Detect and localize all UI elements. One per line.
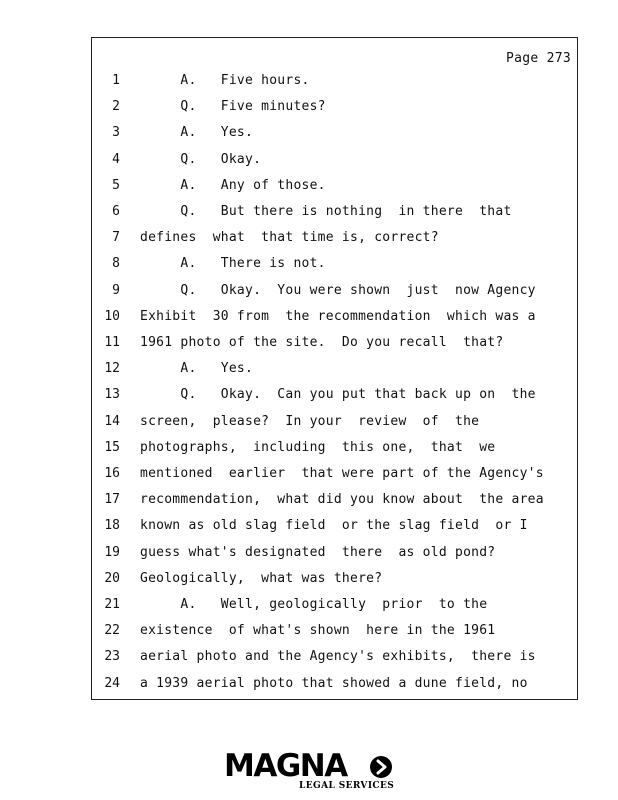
transcript-line	[92, 333, 577, 353]
logo-wordmark: MAGNA	[224, 748, 347, 784]
line-text: A. Five hours.	[140, 73, 310, 88]
transcript-line	[92, 438, 577, 458]
line-number: 20	[104, 570, 120, 586]
line-text: A. Well, geologically prior to the	[140, 597, 488, 612]
transcript-line	[92, 228, 577, 248]
line-text: screen, please? In your review of the	[140, 413, 480, 429]
line-text: defines what that time is, correct?	[140, 230, 439, 246]
transcript-line	[92, 543, 577, 563]
line-text: 1961 photo of the site. Do you recall that?	[140, 335, 504, 350]
line-number: 12	[104, 361, 120, 377]
line-text: Exhibit 30 from the recommendation which was a	[140, 308, 536, 324]
line-number: 1	[112, 73, 120, 88]
line-text: known as old slag field or the slag field or I	[140, 518, 528, 534]
transcript-line	[92, 516, 577, 536]
line-text: aerial photo and the Agency's exhibits, there is	[140, 649, 536, 665]
transcript-line	[92, 490, 577, 510]
transcript-line	[92, 647, 577, 667]
line-number: 22	[104, 623, 120, 639]
transcript-line	[92, 202, 577, 222]
line-number: 16	[104, 466, 120, 481]
transcript-line	[92, 385, 577, 405]
line-number: 4	[112, 151, 120, 167]
line-text: mentioned earlier that were part of the Agency's	[140, 466, 544, 481]
transcript-line	[92, 281, 577, 301]
transcript-line	[92, 569, 577, 589]
line-text: Q. Five minutes?	[140, 99, 326, 115]
line-text: Q. Okay. Can you put that back up on the	[140, 387, 536, 403]
chevron-right-icon	[370, 756, 392, 778]
transcript-line	[92, 150, 577, 170]
line-text: Geologically, what was there?	[140, 570, 383, 586]
line-number: 19	[104, 544, 120, 560]
transcript-page	[91, 37, 578, 700]
line-number: 15	[104, 439, 120, 455]
line-number: 23	[104, 649, 120, 665]
magna-logo	[224, 748, 399, 792]
line-number: 21	[104, 597, 120, 612]
line-text: photographs, including this one, that we	[140, 439, 496, 455]
line-number: 18	[104, 518, 120, 534]
logo-subtitle: LEGAL SERVICES	[299, 781, 395, 791]
transcript-line	[92, 621, 577, 641]
transcript-line	[92, 464, 577, 484]
line-number: 9	[112, 282, 120, 298]
line-text: Q. Okay.	[140, 151, 262, 167]
line-text: Q. But there is nothing in there that	[140, 204, 512, 219]
line-text: recommendation, what did you know about the area	[140, 492, 544, 508]
line-number: 11	[104, 335, 120, 350]
line-number: 17	[104, 492, 120, 508]
line-number: 3	[112, 125, 120, 141]
line-number: 7	[112, 230, 120, 246]
line-number: 2	[112, 99, 120, 115]
line-number: 10	[104, 308, 120, 324]
transcript-line	[92, 123, 577, 143]
line-text: a 1939 aerial photo that showed a dune field, no	[140, 675, 528, 691]
transcript-line	[92, 674, 577, 694]
line-number: 6	[112, 204, 120, 219]
line-text: guess what's designated there as old pond?	[140, 544, 496, 560]
line-number: 24	[104, 675, 120, 691]
transcript-line	[92, 307, 577, 327]
line-text: existence of what's shown here in the 1961	[140, 623, 496, 639]
line-number: 13	[104, 387, 120, 403]
transcript-line	[92, 254, 577, 274]
line-number: 14	[104, 413, 120, 429]
line-text: A. Yes.	[140, 361, 254, 377]
transcript-line	[92, 176, 577, 196]
transcript-line	[92, 595, 577, 615]
line-text: Q. Okay. You were shown just now Agency	[140, 282, 536, 298]
transcript-line	[92, 359, 577, 379]
line-number: 8	[112, 256, 120, 272]
line-text: A. There is not.	[140, 256, 326, 272]
transcript-line	[92, 97, 577, 117]
transcript-line	[92, 412, 577, 432]
line-text: A. Any of those.	[140, 177, 326, 193]
page-number: Page 273	[505, 51, 571, 66]
transcript-line	[92, 71, 577, 91]
line-text: A. Yes.	[140, 125, 254, 141]
line-number: 5	[112, 177, 120, 193]
